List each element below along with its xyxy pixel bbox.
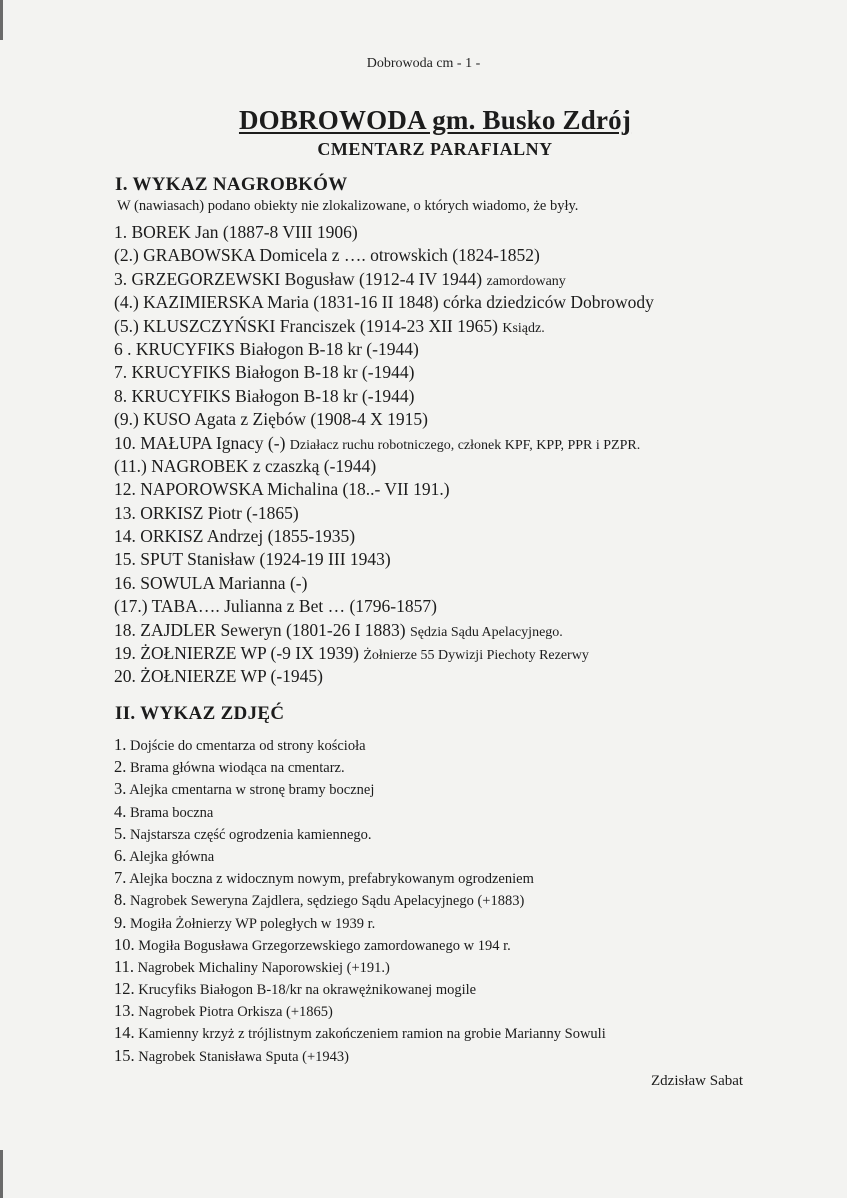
- photo-entry-number: 8.: [114, 890, 127, 910]
- grave-entry: [114, 315, 654, 338]
- grave-entry: [114, 291, 654, 314]
- grave-entry-note: zamordowany: [486, 273, 566, 289]
- photo-entry: [114, 978, 606, 1000]
- grave-entry-note: Żołnierze 55 Dywizji Piechoty Rezerwy: [363, 648, 589, 664]
- grave-entry-text: 14. ORKISZ Andrzej (1855-1935): [114, 526, 356, 547]
- grave-entry-text: 10. MAŁUPA Ignacy (-): [114, 432, 286, 453]
- grave-entry-text: 3. GRZEGORZEWSKI Bogusław (1912-4 IV 1944): [114, 268, 483, 289]
- grave-entry-text: (5.) KLUSZCZYŃSKI Franciszek (1914-23 XII 1965): [114, 315, 498, 336]
- grave-entry-text: 13. ORKISZ Piotr (-1865): [114, 502, 299, 523]
- photo-entry-text: Nagrobek Michaliny Naporowskiej (+191.): [137, 959, 390, 976]
- section-heading-photos: II. WYKAZ ZDJĘĆ: [115, 703, 285, 724]
- grave-entry-text: (17.) TABA…. Julianna z Bet … (1796-1857): [114, 596, 437, 617]
- photo-entry: [114, 1000, 606, 1022]
- page-header: Dobrowoda cm - 1 -: [366, 56, 481, 71]
- photo-entry: [114, 889, 606, 911]
- grave-entry-text: (11.) NAGROBEK z czaszką (-1944): [114, 455, 377, 476]
- grave-entry-text: 12. NAPOROWSKA Michalina (18..- VII 191.): [114, 479, 450, 500]
- grave-entry-note: Ksiądz.: [502, 320, 545, 336]
- grave-entry: [114, 432, 654, 455]
- photo-entry: [114, 734, 606, 756]
- photo-entry: [114, 867, 606, 889]
- grave-entry: [114, 572, 654, 595]
- photo-entry-number: 7.: [114, 868, 127, 888]
- grave-entry: [114, 268, 654, 291]
- grave-entry-text: (9.) KUSO Agata z Ziębów (1908-4 X 1915): [114, 409, 428, 430]
- photo-entry-number: 11.: [114, 956, 135, 976]
- grave-entry-text: 8. KRUCYFIKS Białogon B-18 kr (-1944): [114, 385, 415, 406]
- grave-entry: [114, 595, 654, 618]
- photo-entry: [114, 934, 606, 956]
- grave-entry: [114, 525, 654, 548]
- photo-entry-text: Nagrobek Seweryna Zajdlera, sędziego Sądu Apelacyjnego (+1883): [130, 893, 525, 910]
- photo-entry: [114, 778, 606, 800]
- photo-entry-text: Nagrobek Piotra Orkisza (+1865): [138, 1004, 333, 1021]
- section-heading-graves: I. WYKAZ NAGROBKÓW: [115, 174, 348, 195]
- photo-entry: [114, 912, 606, 934]
- photo-entry-number: 1.: [114, 735, 127, 754]
- photo-entry-number: 10.: [114, 934, 135, 954]
- grave-entry-note: Działacz ruchu robotniczego, członek KPF, KPP, PPR i PZPR.: [289, 437, 641, 453]
- grave-entry-note: Sędzia Sądu Apelacyjnego.: [410, 624, 563, 640]
- grave-entry: [114, 548, 654, 571]
- grave-entry-text: (2.) GRABOWSKA Domicela z …. otrowskich (1824-1852): [114, 245, 540, 266]
- photo-entry: [114, 845, 606, 867]
- page-title: DOBROWODA gm. Busko Zdrój: [238, 105, 632, 135]
- photo-entry-number: 2.: [114, 757, 127, 777]
- grave-entry: [114, 455, 654, 478]
- photo-entry-text: Najstarsza część ogrodzenia kamiennego.: [130, 826, 372, 843]
- grave-entry: [114, 619, 654, 642]
- graves-list: [114, 221, 654, 689]
- photo-entry-text: Alejka cmentarna w stronę bramy bocznej: [129, 782, 375, 799]
- photo-entry: [114, 823, 606, 845]
- photo-entry-text: Brama główna wiodąca na cmentarz.: [130, 760, 345, 777]
- photo-entry-text: Alejka główna: [129, 848, 215, 865]
- section-note: W (nawiasach) podano obiekty nie zlokalizowane, o których wiadomo, że były.: [117, 198, 579, 214]
- grave-entry: [114, 502, 654, 525]
- photo-entry: [114, 1022, 606, 1044]
- photo-entry: [114, 1045, 606, 1067]
- author-signature: Zdzisław Sabat: [651, 1073, 744, 1089]
- photo-entry-number: 9.: [114, 912, 127, 932]
- photo-entry-number: 6.: [114, 845, 127, 865]
- grave-entry-text: 7. KRUCYFIKS Białogon B-18 kr (-1944): [114, 362, 415, 383]
- photo-entry-text: Brama boczna: [130, 804, 214, 821]
- scan-edge-mark: [0, 0, 3, 40]
- grave-entry-text: 15. SPUT Stanisław (1924-19 III 1943): [114, 549, 391, 570]
- grave-entry: [114, 642, 654, 665]
- photo-entry-text: Alejka boczna z widocznym nowym, prefabrykowanym ogrodzeniem: [129, 871, 534, 888]
- scan-edge-mark: [0, 1150, 3, 1198]
- photo-entry-text: Krucyfiks Białogon B-18/kr na okrawężnikowanej mogile: [138, 982, 477, 999]
- photo-entry-text: Dojście do cmentarza od strony kościoła: [130, 738, 366, 754]
- photo-entry-number: 12.: [114, 979, 135, 999]
- grave-entry: [114, 665, 654, 688]
- grave-entry-text: (4.) KAZIMIERSKA Maria (1831-16 II 1848) córka dziedziców Dobrowody: [114, 292, 654, 313]
- photo-entry-number: 3.: [114, 779, 127, 799]
- photo-entry-text: Nagrobek Stanisława Sputa (+1943): [138, 1048, 349, 1065]
- photos-list: [114, 734, 606, 1067]
- photo-entry-number: 15.: [114, 1045, 135, 1065]
- grave-entry: [114, 221, 654, 244]
- grave-entry: [114, 361, 654, 384]
- grave-entry-text: 18. ZAJDLER Seweryn (1801-26 I 1883): [114, 619, 406, 640]
- photo-entry: [114, 756, 606, 778]
- grave-entry-text: 19. ŻOŁNIERZE WP (-9 IX 1939): [114, 643, 359, 664]
- grave-entry: [114, 478, 654, 501]
- page-subtitle: CMENTARZ PARAFIALNY: [317, 139, 553, 159]
- grave-entry: [114, 338, 654, 361]
- grave-entry: [114, 385, 654, 408]
- photo-entry-text: Mogiła Żołnierzy WP poległych w 1939 r.: [130, 915, 376, 932]
- grave-entry-text: 1. BOREK Jan (1887-8 VIII 1906): [114, 222, 358, 242]
- grave-entry: [114, 408, 654, 431]
- photo-entry-text: Mogiła Bogusława Grzegorzewskiego zamordowanego w 194 r.: [138, 937, 511, 954]
- grave-entry-text: 20. ŻOŁNIERZE WP (-1945): [114, 666, 323, 687]
- photo-entry: [114, 801, 606, 823]
- photo-entry-number: 13.: [114, 1001, 135, 1021]
- photo-entry: [114, 956, 606, 978]
- grave-entry-text: 6 . KRUCYFIKS Białogon B-18 kr (-1944): [114, 338, 419, 359]
- grave-entry-text: 16. SOWULA Marianna (-): [114, 572, 308, 593]
- photo-entry-number: 14.: [114, 1023, 135, 1043]
- photo-entry-number: 5.: [114, 823, 127, 843]
- photo-entry-number: 4.: [114, 801, 127, 821]
- grave-entry: [114, 244, 654, 267]
- photo-entry-text: Kamienny krzyż z trójlistnym zakończeniem ramion na grobie Marianny Sowuli: [138, 1026, 606, 1043]
